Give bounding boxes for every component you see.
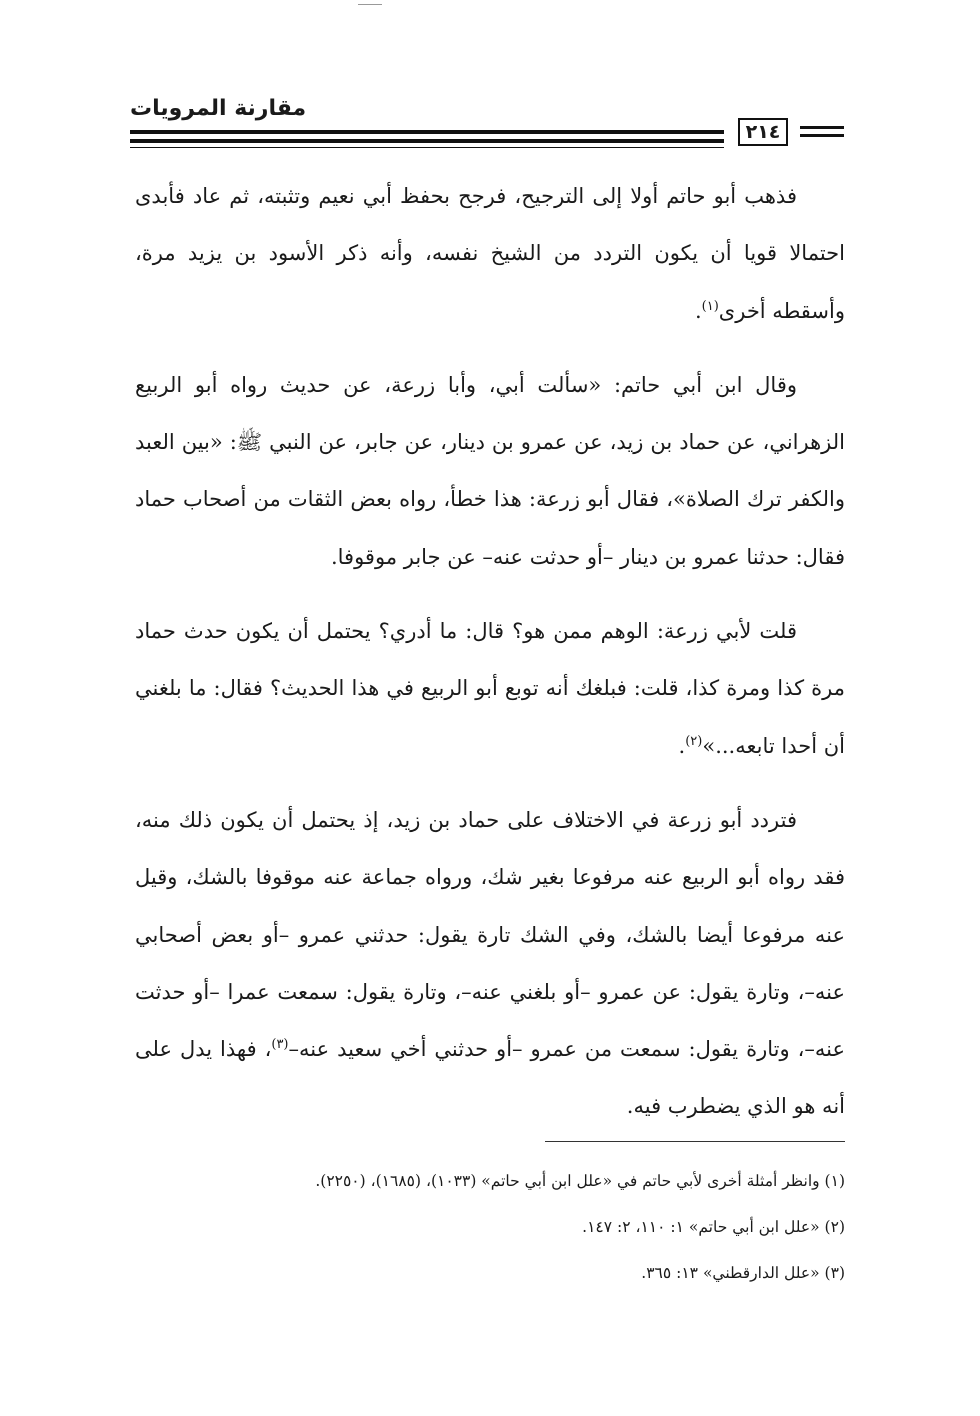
footnote-ref[interactable]: (٢) xyxy=(685,733,703,749)
footnote: (٣) «علل الدارقطني» ١٣: ٣٦٥. xyxy=(641,1264,845,1282)
footnote-ref[interactable]: (١) xyxy=(701,298,719,314)
footnotes xyxy=(135,1158,845,1296)
header-rule-right-upper xyxy=(800,126,844,129)
paragraph-text: قلت لأبي زرعة: الوهم ممن هو؟ قال: ما أدري؟ يحتمل أن يكون حدث حماد مرة كذا ومرة كذا، قلت: فبلغك أنه توبع أبو الربيع في هذا الحديث؟ فقال: ما بلغني أن أحدا تابعه...» xyxy=(135,619,845,758)
paragraph-text: فتردد أبو زرعة في الاختلاف على حماد بن زيد، إذ يحتمل أن يكون ذلك منه، فقد رواه أبو الربيع عنه مرفوعا بغير شك، ورواه جماعة عنه موقوفا بالشك، وقيل عنه مرفوعا أيضا بالشك، وفي الشك تارة يقول: حدثني عمرو –أو بعض أصحابي عنه–، وتارة يقول: عن عمرو –أو بلغني عنه–، وتارة يقول: سمعت عمرا –أو حدثت عنه–، وتارة يقول: سمعت من عمرو –أو حدثني أخي سعيد عنه– xyxy=(135,807,846,1062)
paragraph-text: فذهب أبو حاتم أولا إلى الترجيح، فرجح بحفظ أبي نعيم وتثبته، ثم عاد فأبدى احتمالا قويا أن يكون التردد من الشيخ نفسه، وأنه ذكر الأسود بن يزيد مرة، وأسقطه أخرى xyxy=(135,184,845,323)
header-rule-right-lower xyxy=(800,134,844,137)
header-rule-upper xyxy=(130,130,724,134)
main-text xyxy=(135,168,845,1153)
page-number: ٢١٤ xyxy=(738,118,788,146)
paragraph xyxy=(135,168,845,340)
footnote-ref[interactable]: (٣) xyxy=(271,1037,289,1053)
paragraph-tail: ، فهذا يدل على أنه هو الذي يضطرب فيه. xyxy=(135,1037,845,1119)
footnote-divider xyxy=(545,1141,845,1142)
header-rule-thin xyxy=(130,147,724,148)
running-header-title: مقارنة المرويات xyxy=(130,96,307,121)
paragraph xyxy=(135,792,845,1136)
header-rule-lower xyxy=(130,139,724,143)
paragraph-tail: . xyxy=(694,298,702,323)
footnote: (١) وانظر أمثلة أخرى لأبي حاتم في «علل ابن أبي حاتم» (١٠٣٣)، (١٦٨٥)، (٢٢٥٠). xyxy=(315,1172,845,1190)
paragraph xyxy=(135,603,845,775)
paragraph-text: وقال ابن أبي حاتم: «سألت أبي، وأبا زرعة، عن حديث رواه أبو الربيع الزهراني، عن حماد بن زيد، عن عمرو بن دينار، عن جابر، عن النبي ﷺ: «بين العبد والكفر ترك الصلاة»، فقال أبو زرعة: هذا خطأ، رواه بعض الثقات من أصحاب حماد فقال: حدثنا عمرو بن دينار –أو حدثت عنه– عن جابر موقوفا. xyxy=(135,372,845,569)
footnote: (٢) «علل ابن أبي حاتم» ١: ١١٠، ٢: ١٤٧. xyxy=(582,1218,845,1236)
paragraph xyxy=(135,357,845,586)
paragraph-tail: . xyxy=(678,733,686,758)
scan-mark xyxy=(358,4,382,5)
